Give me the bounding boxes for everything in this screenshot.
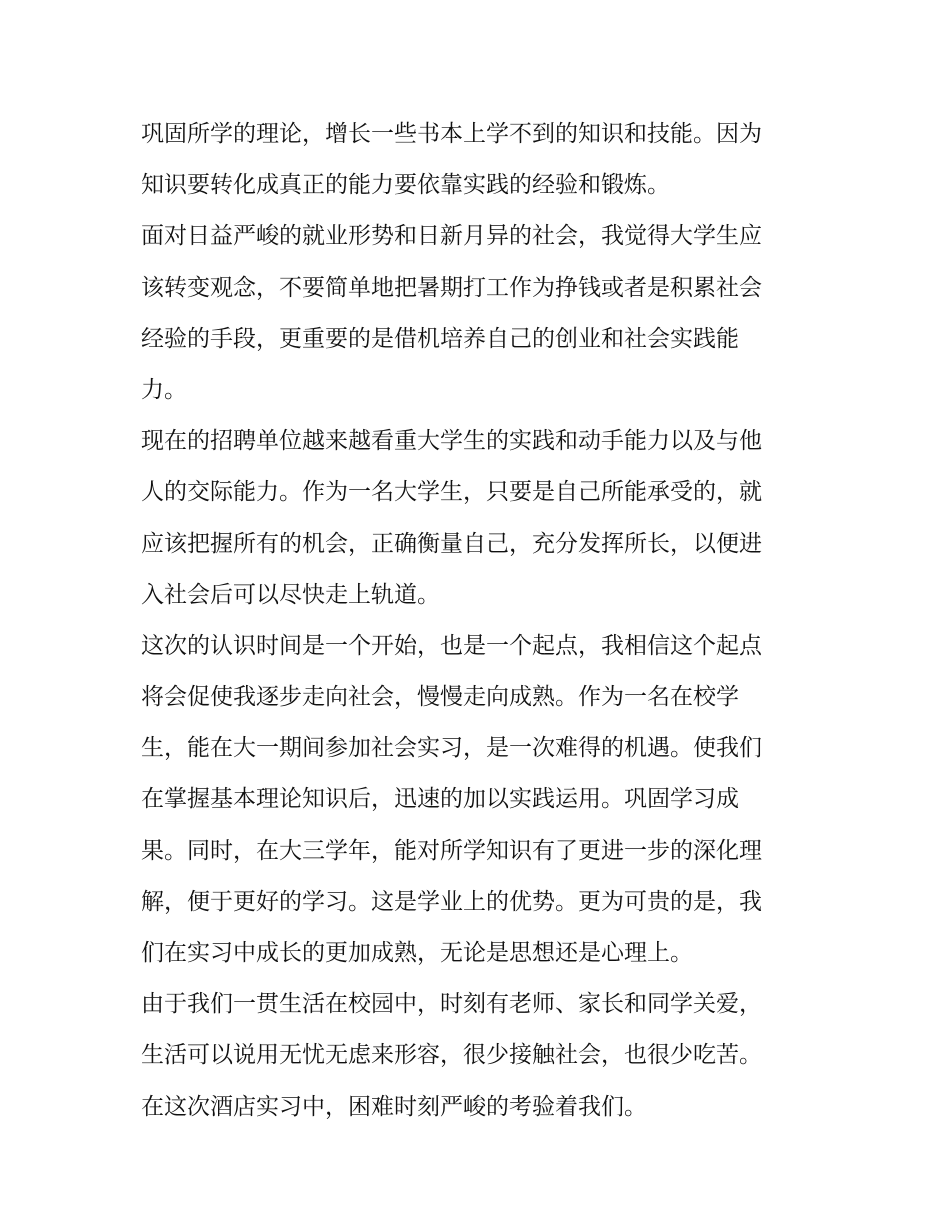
text-line: 生，能在大一期间参加社会实习，是一次难得的机遇。使我们	[141, 735, 762, 762]
text-line: 将会促使我逐步走向社会，慢慢走向成熟。作为一名在校学	[141, 684, 739, 711]
body-text	[141, 109, 821, 1133]
text-line: 现在的招聘单位越来越看重大学生的实践和动手能力以及与他	[141, 428, 762, 455]
text-line: 巩固所学的理论，增长一些书本上学不到的知识和技能。因为	[141, 121, 762, 147]
text-line: 入社会后可以尽快走上轨道。	[141, 581, 440, 608]
text-line: 力。	[141, 376, 187, 403]
text-line: 知识要转化成真正的能力要依靠实践的经验和锻炼。	[141, 172, 670, 199]
text-line: 解，便于更好的学习。这是学业上的优势。更为可贵的是，我	[141, 888, 762, 915]
text-line: 应该把握所有的机会，正确衡量自己，充分发挥所长，以便进	[141, 530, 762, 557]
text-line: 在这次酒店实习中，困难时刻严峻的考验着我们。	[141, 1093, 647, 1120]
text-line: 由于我们一贯生活在校园中，时刻有老师、家长和同学关爱，	[141, 991, 762, 1018]
text-line: 这次的认识时间是一个开始，也是一个起点，我相信这个起点	[141, 632, 762, 659]
text-line: 们在实习中成长的更加成熟，无论是思想还是心理上。	[141, 940, 693, 966]
text-line: 经验的手段，更重要的是借机培养自己的创业和社会实践能	[141, 325, 739, 352]
text-line: 果。同时，在大三学年，能对所学知识有了更进一步的深化理	[141, 837, 762, 864]
text-line: 面对日益严峻的就业形势和日新月异的社会，我觉得大学生应	[141, 223, 762, 250]
text-line: 人的交际能力。作为一名大学生，只要是自己所能承受的，就	[141, 479, 762, 506]
text-line: 在掌握基本理论知识后，迅速的加以实践运用。巩固学习成	[141, 786, 739, 813]
text-line: 生活可以说用无忧无虑来形容，很少接触社会，也很少吃苦。	[141, 1042, 762, 1069]
text-line: 该转变观念，不要简单地把暑期打工作为挣钱或者是积累社会	[141, 274, 762, 301]
